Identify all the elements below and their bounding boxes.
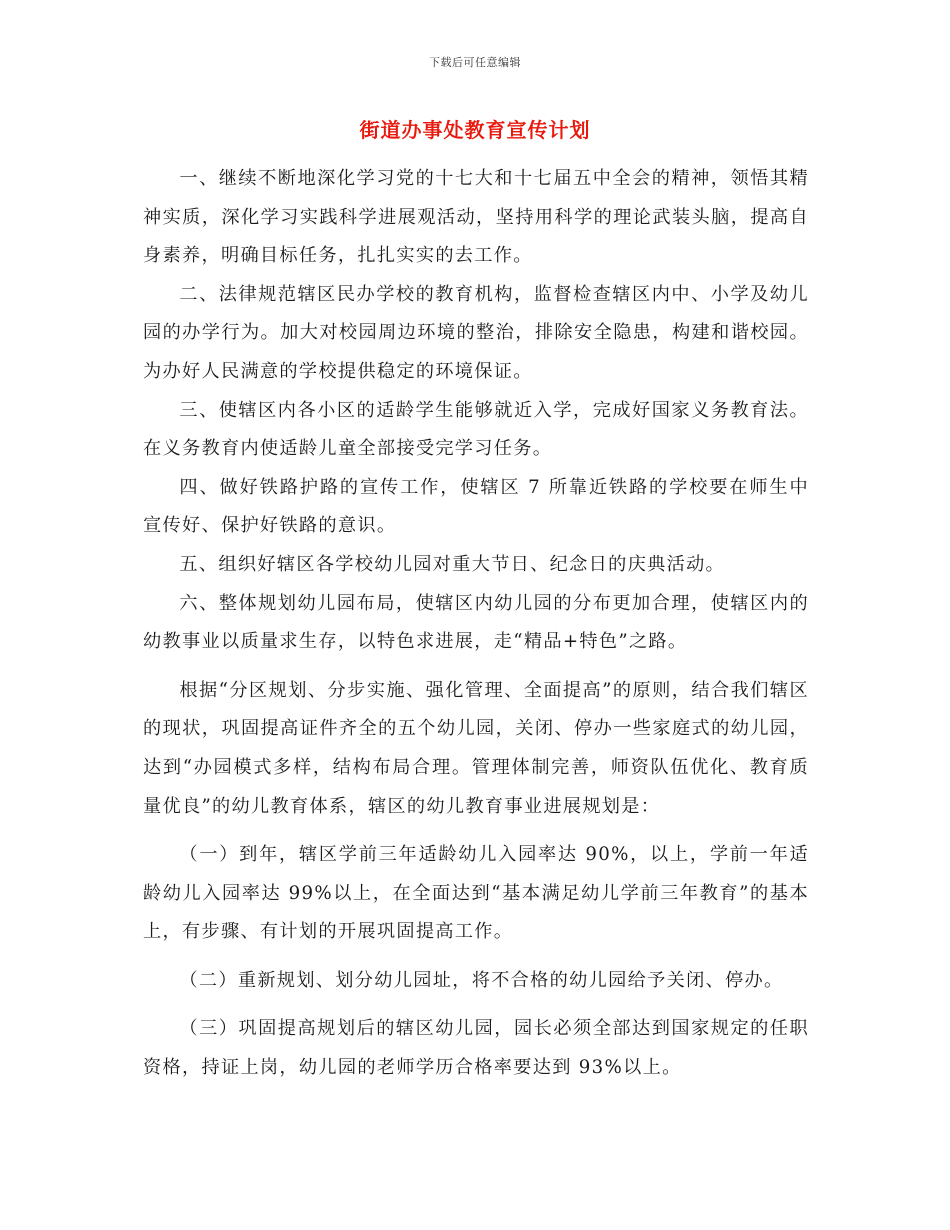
paragraph-3: 三、使辖区内各小区的适龄学生能够就近入学，完成好国家义务教育法。在义务教育内使适龄儿童全部接受完学习任务。 xyxy=(143,399,809,460)
paragraph-item-1: （一）到年，辖区学前三年适龄幼儿入园率达 90%，以上，学前一年适龄幼儿入园率达 99%以上，在全面达到“基本满足幼儿学前三年教育”的基本上，有步骤、有计划的开展巩固提高工作。 xyxy=(143,844,809,943)
document-body xyxy=(143,160,809,1088)
paragraph-principle: 根据“分区规划、分步实施、强化管理、全面提高”的原则，结合我们辖区的现状，巩固提高证件齐全的五个幼儿园，关闭、停办一些家庭式的幼儿园，达到“办园模式多样，结构布局合理。管理体制完善，师资队伍优化、教育质量优良”的幼儿教育体系，辖区的幼儿教育事业进展规划是： xyxy=(143,679,809,817)
paragraph-item-3: （三）巩固提高规划后的辖区幼儿园，园长必须全部达到国家规定的任职资格，持证上岗，幼儿园的老师学历合格率要达到 93%以上。 xyxy=(143,1018,809,1079)
document-title: 街道办事处教育宣传计划 xyxy=(359,118,591,142)
paragraph-5: 五、组织好辖区各学校幼儿园对重大节日、纪念日的庆典活动。 xyxy=(179,553,726,575)
paragraph-4: 四、做好铁路护路的宣传工作，使辖区 7 所靠近铁路的学校要在师生中宣传好、保护好铁路的意识。 xyxy=(143,476,809,537)
page-header-note: 下载后可任意编辑 xyxy=(429,56,521,69)
paragraph-1: 一、继续不断地深化学习党的十七大和十七届五中全会的精神，领悟其精神实质，深化学习实践科学进展观活动，坚持用科学的理论武装头脑，提高自身素养，明确目标任务，扎扎实实的去工作。 xyxy=(143,168,809,267)
paragraph-6: 六、整体规划幼儿园布局，使辖区内幼儿园的分布更加合理，使辖区内的幼教事业以质量求生存，以特色求进展，走“精品+特色”之路。 xyxy=(143,592,809,653)
paragraph-2: 二、法律规范辖区民办学校的教育机构，监督检查辖区内中、小学及幼儿园的办学行为。加大对校园周边环境的整治，排除安全隐患，构建和谐校园。为办好人民满意的学校提供稳定的环境保证。 xyxy=(143,283,809,382)
paragraph-item-2: （二）重新规划、划分幼儿园址，将不合格的幼儿园给予关闭、停办。 xyxy=(179,969,784,991)
